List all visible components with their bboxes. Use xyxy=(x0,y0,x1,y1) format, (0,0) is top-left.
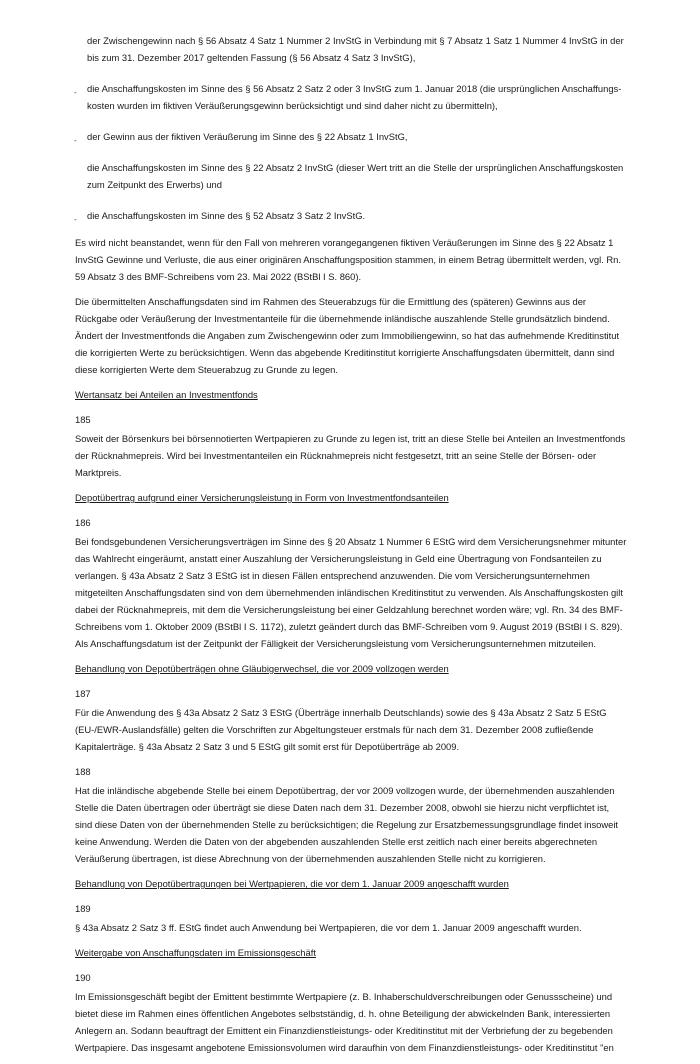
document-page xyxy=(75,32,628,1064)
section-heading: Behandlung von Depotüberträgen ohne Gläubigerwechsel, die vor 2009 vollzogen werden xyxy=(75,663,449,674)
section-heading: Depotübertrag aufgrund einer Versicherungsleistung in Form von Investmentfondsanteilen xyxy=(75,492,449,503)
bullet-text: der Gewinn aus der fiktiven Veräußerung im Sinne des § 22 Absatz 1 InvStG, xyxy=(87,131,408,142)
margin-number: 185 xyxy=(75,414,91,425)
margin-number: 189 xyxy=(75,903,91,914)
bullet-text: der Zwischengewinn nach § 56 Absatz 4 Satz 1 Nummer 2 InvStG in Verbindung mit § 7 Absatz 1 Satz 1 Nummer 4 InvStG in der bis zum 31. Dezember 2017 geltenden Fassung (§ 56 Absatz 4 Satz 3 InvStG), xyxy=(87,35,624,63)
section-heading: Weitergabe von Anschaffungsdaten im Emissionsgeschäft xyxy=(75,947,316,958)
bullet-marker: - xyxy=(74,136,77,145)
section xyxy=(75,660,628,867)
margin-number: 188 xyxy=(75,766,91,777)
bullet-item xyxy=(74,128,628,145)
bullet-list xyxy=(75,32,628,224)
paragraph: Im Emissionsgeschäft begibt der Emittent bestimmte Wertpapiere (z. B. Inhaberschuldverschreibungen oder Genussscheine) und bietet diese im Rahmen eines öffentlichen Angebotes selbstständig, d. h. ohne Beteiligung der abwickelnden Bank, interessierten Anlegern an. Sodann beauftragt der Emittent ein Finanzdienstleistungs- oder Kreditinstitut mit der Verbriefung der zu begebenden Wertpapiere. Das insgesamt angebotene Emissionsvolumen wird daraufhin von dem Finanzdienstleistungs- oder Kreditinstitut "en xyxy=(75,991,614,1053)
margin-number: 190 xyxy=(75,972,91,983)
paragraph: Bei fondsgebundenen Versicherungsverträgen im Sinne des § 20 Absatz 1 Nummer 6 EStG wird dem Versicherungsnehmer mitunter das Wahlrecht eingeräumt, anstatt einer Auszahlung der Versicherungsleistung in Geld eine Übertragung von Fondsanteilen zu verlangen. § 43a Absatz 2 Satz 3 EStG ist in diesen Fällen entsprechend anzuwenden. Die vom Versicherungsunternehmen mitgeteilten Anschaffungsdaten sind von dem übernehmenden inländischen Kreditinstitut zu verwenden. Als Anschaffungskosten gilt dabei der Rücknahmepreis, mit dem die Versicherungsleistung bei einer Geldzahlung berechnet worden wäre; vgl. Rn. 34 des BMF-Schreibens vom 1. Oktober 2009 (BStBl I S. 1172), zuletzt geändert durch das BMF-Schreiben vom 9. August 2019 (BStBl I S. 829). Als Anschaffungsdatum ist der Zeitpunkt der Fälligkeit der Versicherungsleistung vom Versicherungsunternehmen mitzuteilen. xyxy=(75,536,627,649)
bullet-marker: - xyxy=(74,88,77,97)
section xyxy=(75,386,628,481)
paragraph: Soweit der Börsenkurs bei börsennotierten Wertpapieren zu Grunde zu legen ist, tritt an diese Stelle bei Anteilen an Investmentfonds der Rücknahmepreis. Wird bei Investmentanteilen ein Rücknahmepreis nicht festgesetzt, tritt an seine Stelle der Börsen- oder Marktpreis. xyxy=(75,433,626,478)
section-heading: Wertansatz bei Anteilen an Investmentfonds xyxy=(75,389,258,400)
section-heading: Behandlung von Depotübertragungen bei Wertpapieren, die vor dem 1. Januar 2009 angeschafft wurden xyxy=(75,878,509,889)
section xyxy=(75,875,628,936)
margin-number: 186 xyxy=(75,517,91,528)
paragraph: Die übermittelten Anschaffungsdaten sind im Rahmen des Steuerabzugs für die Ermittlung des (späteren) Gewinns aus der Rückgabe oder Veräußerung der Investmentanteile für die übernehmende inländische auszahlende Stelle grundsätzlich bindend. Ändert der Investmentfonds die Angaben zum Zwischengewinn oder zum Immobiliengewinn, so hat das aufnehmende Kreditinstitut die korrigierten Werte zu berücksichtigen. Wenn das abgebende Kreditinstitut korrigierte Anschaffungsdaten übermittelt, dann sind diese korrigierten Werte dem Steuerabzug zu Grunde zu legen. xyxy=(75,296,620,375)
bullet-text: die Anschaffungskosten im Sinne des § 22 Absatz 2 InvStG (dieser Wert tritt an die Stelle der ursprünglichen Anschaffungskosten zum Zeitpunkt des Erwerbs) und xyxy=(87,162,624,190)
bullet-item xyxy=(74,207,628,224)
bullet-text: die Anschaffungskosten im Sinne des § 56 Absatz 2 Satz 2 oder 3 InvStG zum 1. Januar 2018 (die ursprünglichen Anschaffungs-kosten wurden im fiktiven Veräußerungsgewinn berücksichtigt und sind daher nicht zu übermitteln), xyxy=(87,83,622,111)
section xyxy=(75,944,628,1056)
bullet-item xyxy=(87,32,628,66)
bullet-item xyxy=(74,80,628,114)
paragraph: § 43a Absatz 2 Satz 3 ff. EStG findet auch Anwendung bei Wertpapieren, die vor dem 1. Januar 2009 angeschafft wurden. xyxy=(75,922,582,933)
bullet-marker: - xyxy=(74,215,77,224)
bullet-item xyxy=(87,159,628,193)
paragraph: Es wird nicht beanstandet, wenn für den Fall von mehreren vorangegangenen fiktiven Veräußerungen im Sinne des § 22 Absatz 1 InvStG Gewinne und Verluste, die aus einer originären Anschaffungsposition stammen, in einem Betrag übermittelt werden, vgl. Rn. 59 Absatz 3 des BMF-Schreibens vom 23. Mai 2022 (BStBl I S. 860). xyxy=(75,237,621,282)
section xyxy=(75,489,628,652)
margin-number: 187 xyxy=(75,688,91,699)
bullet-text: die Anschaffungskosten im Sinne des § 52 Absatz 3 Satz 2 InvStG. xyxy=(87,210,366,221)
paragraph: Für die Anwendung des § 43a Absatz 2 Satz 3 EStG (Überträge innerhalb Deutschlands) sowie des § 43a Absatz 2 Satz 5 EStG (EU-/EWR-Auslandsfälle) gelten die Vorschriften zur Abgeltungsteuer erstmals für nach dem 31. Dezember 2008 zufließende Kapitalerträge. § 43a Absatz 2 Satz 3 und 5 EStG gilt somit erst für Depotüberträge ab 2009. xyxy=(75,707,607,752)
paragraph: Hat die inländische abgebende Stelle bei einem Depotübertrag, der vor 2009 vollzogen wurde, der übernehmenden auszahlenden Stelle die Daten übertragen oder überträgt sie diese Daten nach dem 31. Dezember 2008, obwohl sie hierzu nicht verpflichtet ist, sind diese Daten von der übernehmenden Stelle zu berücksichtigen; die Regelung zur Ersatzbemessungsgrundlage findet insoweit keine Anwendung. Werden die Daten von der abgebenden auszahlenden Stelle erst zeitlich nach einer bereits abgerechneten Veräußerung übertragen, ist diese Abrechnung von der übernehmenden auszahlenden Stelle nicht zu korrigieren. xyxy=(75,785,619,864)
